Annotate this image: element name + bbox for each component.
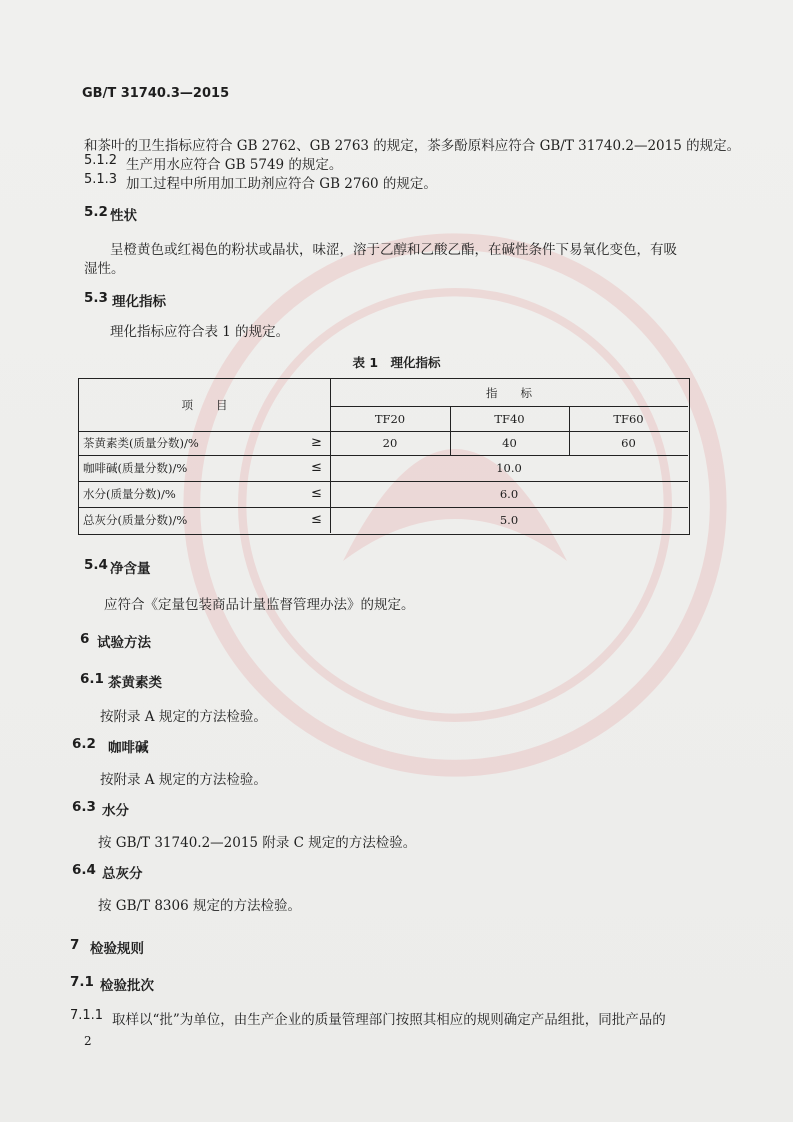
- header-index: 指 标: [486, 385, 532, 400]
- paragraph-5-1-1-cont: 和茶叶的卫生指标应符合 GB 2762、GB 2763 的规定，茶多酚原料应符合 GB/T 31740.2—2015 的规定。: [84, 138, 741, 154]
- section-title-6: 试验方法: [97, 635, 151, 651]
- section-title-7: 检验规则: [90, 941, 144, 957]
- paragraph-5-1-3: 加工过程中所用加工助剂应符合 GB 2760 的规定。: [126, 176, 437, 192]
- section-number-5-1-2: 5.1.2: [84, 153, 118, 168]
- value-tf60-theaflavins: 60: [621, 436, 636, 450]
- table-title: 表 1 理化指标: [352, 355, 441, 370]
- paragraph-6-2: 按附录 A 规定的方法检验。: [100, 772, 267, 788]
- value-tf40-theaflavins: 40: [502, 436, 517, 450]
- section-number-5-3: 5.3: [84, 290, 108, 306]
- section-number-6: 6: [80, 631, 90, 647]
- section-number-6-3: 6.3: [72, 799, 96, 815]
- section-number-5-1-3: 5.1.3: [84, 172, 118, 187]
- section-title-6-4: 总灰分: [102, 866, 143, 882]
- section-title-7-1: 检验批次: [100, 978, 154, 994]
- paragraph-5-4: 应符合《定量包装商品计量监督管理办法》的规定。: [104, 597, 415, 613]
- section-number-5-4: 5.4: [84, 557, 108, 573]
- row-item-moisture: 水分(质量分数)/%: [83, 487, 176, 501]
- value-total-ash: 5.0: [499, 513, 519, 527]
- value-moisture: 6.0: [499, 487, 519, 501]
- paragraph-5-2-line2: 湿性。: [84, 261, 125, 277]
- row-operator-moisture: ≤: [311, 486, 322, 501]
- paragraph-5-3: 理化指标应符合表 1 的规定。: [110, 324, 290, 340]
- row-operator-total-ash: ≤: [311, 512, 322, 527]
- section-number-6-1: 6.1: [80, 671, 104, 687]
- section-title-6-1: 茶黄素类: [108, 675, 162, 691]
- section-number-6-4: 6.4: [72, 862, 96, 878]
- header-item: 项 目: [181, 398, 228, 412]
- row-item-theaflavins: 茶黄素类(质量分数)/%: [83, 436, 199, 450]
- section-title-5-4: 净含量: [110, 561, 151, 577]
- section-number-7-1: 7.1: [70, 974, 94, 990]
- page-number: 2: [84, 1034, 92, 1048]
- paragraph-5-1-2: 生产用水应符合 GB 5749 的规定。: [126, 157, 343, 173]
- section-number-6-2: 6.2: [72, 736, 96, 752]
- section-title-6-2: 咖啡碱: [108, 740, 149, 756]
- value-caffeine: 10.0: [496, 461, 522, 475]
- row-item-caffeine: 咖啡碱(质量分数)/%: [83, 461, 188, 475]
- section-number-5-2: 5.2: [84, 204, 108, 220]
- section-title-5-2: 性状: [110, 208, 137, 224]
- section-title-5-3: 理化指标: [112, 294, 166, 310]
- paragraph-7-1-1: 取样以“批”为单位，由生产企业的质量管理部门按照其相应的规则确定产品组批，同批产品的: [112, 1012, 666, 1028]
- grade-tf20: TF20: [374, 411, 406, 426]
- section-number-7: 7: [70, 937, 80, 953]
- table-physicochemical: [78, 378, 690, 535]
- row-operator-theaflavins: ≥: [311, 435, 322, 450]
- grade-tf40: TF40: [494, 411, 525, 426]
- row-operator-caffeine: ≤: [311, 460, 322, 475]
- paragraph-5-2-line1: 呈橙黄色或红褐色的粉状或晶状，味涩，溶于乙醇和乙酸乙酯，在碱性条件下易氧化变色，有吸: [110, 242, 677, 258]
- paragraph-6-1: 按附录 A 规定的方法检验。: [100, 709, 267, 725]
- value-tf20-theaflavins: 20: [382, 436, 398, 450]
- grade-tf60: TF60: [613, 411, 644, 426]
- row-item-total-ash: 总灰分(质量分数)/%: [83, 513, 188, 527]
- section-number-7-1-1: 7.1.1: [70, 1008, 104, 1023]
- paragraph-6-3: 按 GB/T 31740.2—2015 附录 C 规定的方法检验。: [98, 835, 417, 851]
- section-title-6-3: 水分: [102, 803, 129, 819]
- standard-code: GB/T 31740.3—2015: [82, 86, 230, 101]
- paragraph-6-4: 按 GB/T 8306 规定的方法检验。: [98, 898, 301, 914]
